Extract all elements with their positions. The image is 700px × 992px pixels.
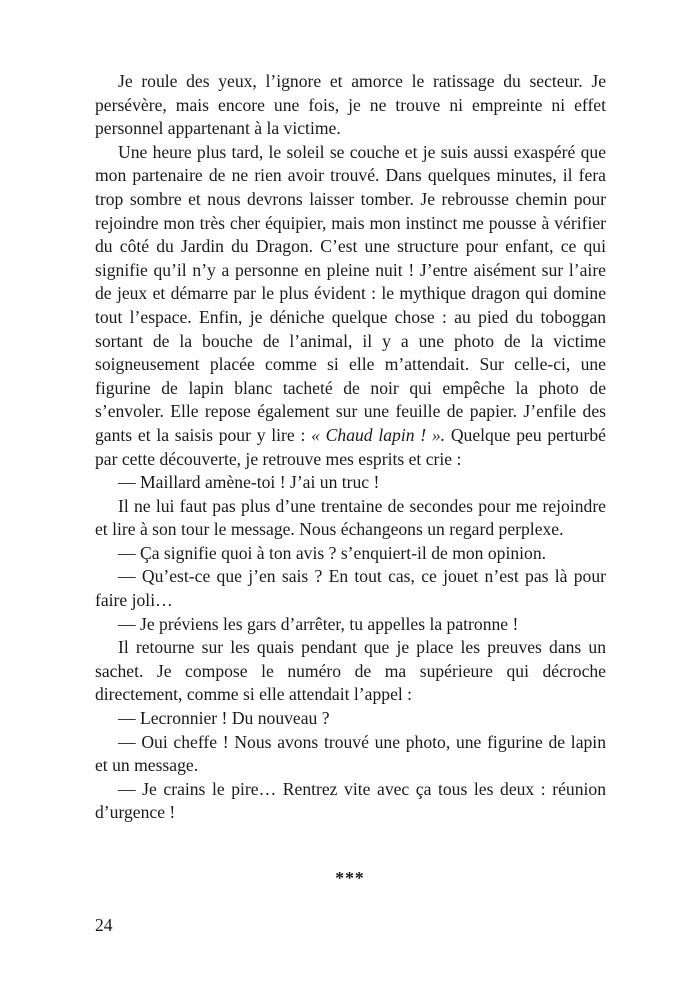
paragraph-2-text-before: Une heure plus tard, le soleil se couche et je suis aussi exaspéré que mon partenaire de ne rien avoir trouvé. Dans quelques minutes, il fera trop sombre et nous devrons laisser tomber. Je rebrousse chemin pour rejoindre mon très cher équipier, mais mon instinct me pousse à vérifier du côté du Jardin du Dragon. C’est une structure pour enfant, ce qui signifie qu’il n’y a personne en pleine nuit ! J’entre aisément sur l’aire de jeux et démarre par le plus évident : le mythique dragon qui domine tout l’espace. Enfin, je déniche quelque chose : au pied du toboggan sortant de la bouche de l’animal, il y a une photo de la victime soigneusement placée comme si elle m’attendait. Sur celle-ci, une figurine de lapin blanc tacheté de noir qui empêche la photo de s’envoler. Elle repose également sur une feuille de papier. J’enfile des gants et la saisis pour y lire : [95, 141, 606, 445]
paragraph-2-text-after: Quelque peu perturbé par cette découverte, je retrouve mes esprits et crie : [95, 424, 606, 469]
dialogue-line-2: — Ça signifie quoi à ton avis ? s’enquiert-il de mon opinion. [118, 542, 547, 563]
dialogue-line-1: — Maillard amène-toi ! J’ai un truc ! [118, 472, 380, 493]
dialogue-line-6: — Oui cheffe ! Nous avons trouvé une photo, une figurine de lapin et un message. [95, 731, 606, 776]
dialogue-line-5: — Lecronnier ! Du nouveau ? [118, 708, 330, 729]
dialogue-line-3: — Qu’est-ce que j’en sais ? En tout cas, ce jouet n’est pas là pour faire joli… [95, 566, 606, 611]
paragraph-2 [95, 141, 606, 471]
paragraph-4: Il retourne sur les quais pendant que je place les preuves dans un sachet. Je compose le numéro de ma supérieure qui décroche directement, comme si elle attendait l’appel : [95, 637, 606, 705]
scene-break: *** [335, 868, 365, 888]
dialogue-line-7: — Je crains le pire… Rentrez vite avec ça tous les deux : réunion d’urgence ! [95, 778, 606, 823]
paragraph-1: Je roule des yeux, l’ignore et amorce le ratissage du secteur. Je persévère, mais encore une fois, je ne trouve ni empreinte ni effet personnel appartenant à la victime. [95, 71, 606, 139]
page-number: 24 [95, 915, 113, 935]
dialogue-line-4: — Je préviens les gars d’arrêter, tu appelles la patronne ! [118, 613, 519, 634]
page-body [95, 70, 606, 825]
quoted-message: « Chaud lapin ! ». [311, 424, 446, 445]
paragraph-3: Il ne lui faut pas plus d’une trentaine de secondes pour me rejoindre et lire à son tour le message. Nous échangeons un regard perplexe. [95, 495, 606, 540]
